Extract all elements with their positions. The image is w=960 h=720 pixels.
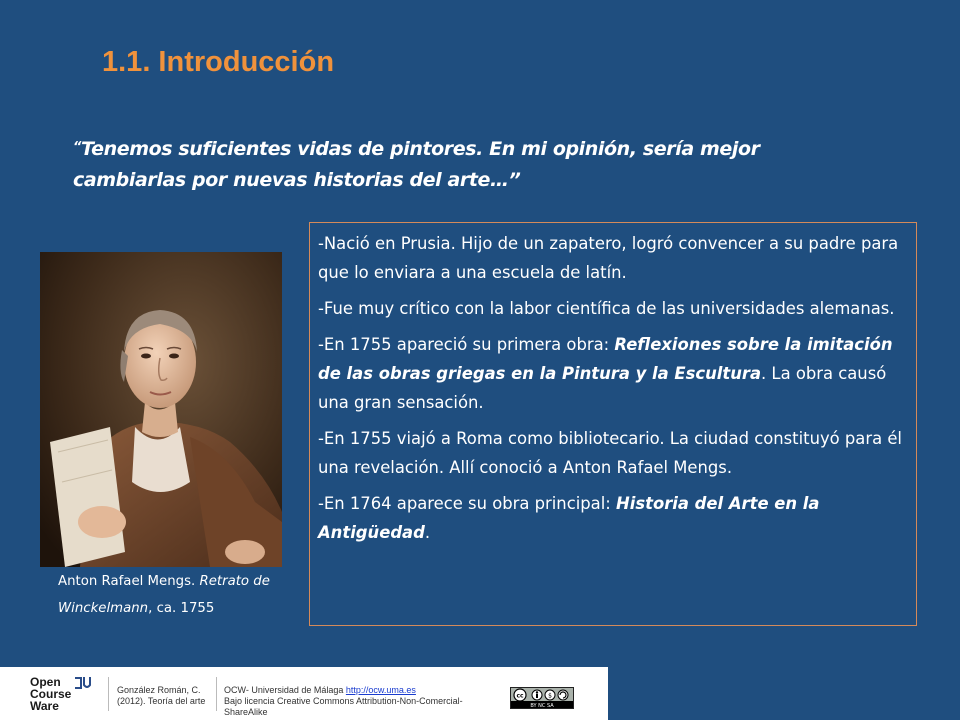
author-line: González Román, C.	[117, 685, 201, 695]
footer-divider	[108, 677, 109, 711]
footer-license	[224, 685, 494, 718]
bio-item	[318, 489, 908, 547]
caption-title: Retrato de Winckelmann	[58, 574, 270, 616]
logo-line: Open	[30, 675, 61, 689]
slide-title: 1.1. Introducción	[102, 46, 335, 78]
portrait-caption	[58, 568, 298, 622]
bio-text: -En 1755 apareció su primera obra:	[318, 335, 615, 354]
cc-labels: BY NC SA	[530, 703, 554, 708]
logo-line: Ware	[30, 699, 59, 713]
book-title-historia: Historia del Arte en la Antigüedad	[318, 494, 820, 542]
footer-author	[117, 685, 227, 707]
book-title-reflexiones: Reflexiones sobre la imitación de las obras griegas en la Pintura y la Escultura	[318, 335, 893, 383]
footer-divider	[216, 677, 217, 711]
svg-text:$: $	[548, 692, 552, 700]
license-text: Bajo licencia Creative Commons Attribution-Non-Comercial-ShareAlike	[224, 696, 463, 717]
winckelmann-quote	[73, 132, 873, 196]
caption-date: , ca. 1755	[148, 601, 215, 616]
logo-line: Course	[30, 687, 72, 701]
bio-text: .	[424, 523, 431, 542]
quote-text: Tenemos suficientes vidas de pintores. En mi opinión, sería mejor cambiarlas por nuevas historias del arte…”	[73, 138, 760, 191]
author-line: (2012). Teoría del arte	[117, 696, 206, 706]
biography-box	[309, 222, 917, 626]
svg-text:cc: cc	[516, 692, 524, 700]
bio-item: -Fue muy crítico con la labor científica de las universidades alemanas.	[318, 299, 895, 318]
license-text: OCW- Universidad de Málaga	[224, 685, 346, 695]
bio-text: . La obra causó una gran sensación.	[318, 364, 887, 412]
bio-text: -En 1764 aparece su obra principal:	[318, 494, 617, 513]
caption-artist: Anton Rafael Mengs.	[58, 574, 200, 589]
bio-item	[318, 330, 908, 417]
creative-commons-badge[interactable]	[510, 687, 574, 709]
quote-open-mark: “	[73, 140, 81, 155]
bio-item: -En 1755 viajó a Roma como bibliotecario. La ciudad constituyó para él una revelación. Allí conoció a Anton Rafael Mengs.	[318, 429, 902, 477]
cc-by-nc-sa-icon	[511, 688, 573, 708]
opencourseware-logo[interactable]	[30, 676, 90, 716]
winckelmann-portrait	[40, 252, 282, 567]
ocw-uma-link[interactable]: http://ocw.uma.es	[345, 685, 416, 695]
ocw-mark-icon	[74, 676, 92, 690]
bio-item: -Nació en Prusia. Hijo de un zapatero, logró convencer a su padre para que lo enviara a una escuela de latín.	[318, 234, 899, 282]
footer-bar	[0, 667, 608, 720]
